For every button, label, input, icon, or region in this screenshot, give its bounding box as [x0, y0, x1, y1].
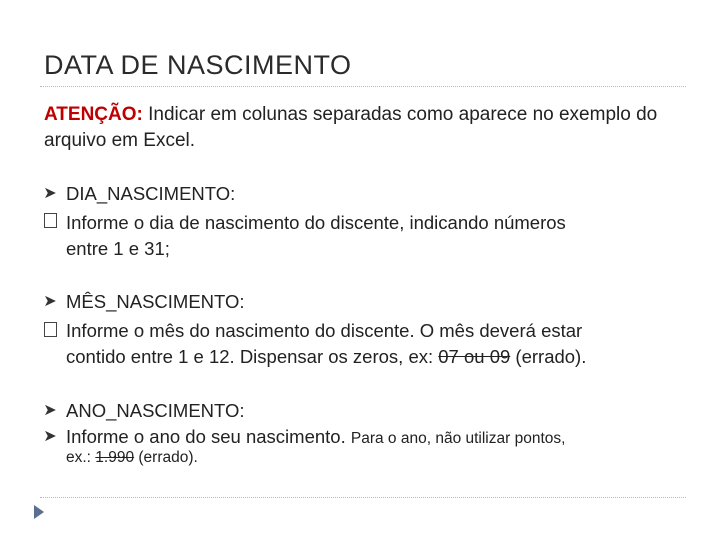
- warning-label: ATENÇÃO:: [44, 104, 143, 125]
- item-heading-dia: DIA_NASCIMENTO:: [66, 183, 236, 204]
- item-desc-ano-note: Para o ano, não utilizar pontos,: [350, 430, 566, 447]
- slide-title: DATA DE NASCIMENTO: [44, 50, 352, 80]
- item-heading-mes: MÊS_NASCIMENTO:: [66, 291, 245, 312]
- arrow-bullet-icon: ➤: [43, 402, 57, 419]
- item-desc-mes-text: contido entre 1 e 12. Dispensar os zeros, ex:: [66, 346, 439, 367]
- arrow-bullet-icon: ➤: [43, 185, 57, 202]
- box-bullet-icon: [44, 213, 57, 228]
- footer-divider: [40, 497, 686, 498]
- item-desc-mes-line1: Informe o mês do nascimento do discente. O mês deverá estar: [66, 320, 583, 341]
- next-slide-arrow-icon[interactable]: [34, 505, 44, 519]
- item-desc-dia-line2: entre 1 e 31;: [66, 238, 170, 259]
- errado-label: (errado).: [510, 346, 587, 367]
- item-heading-ano: ANO_NASCIMENTO:: [66, 400, 245, 421]
- errado-label: (errado).: [134, 449, 198, 466]
- item-desc-mes-line2: [66, 344, 586, 370]
- intro-text: Indicar em colunas separadas como aparece no exemplo do arquivo em Excel.: [44, 104, 658, 151]
- item-desc-ano-text: Informe o ano do seu nascimento.: [66, 426, 351, 447]
- item-desc-ano-line2: [66, 445, 198, 471]
- intro-paragraph: [44, 102, 684, 154]
- arrow-bullet-icon: ➤: [43, 293, 57, 310]
- arrow-bullet-icon: ➤: [43, 428, 57, 445]
- box-bullet-icon: [44, 322, 57, 337]
- ex-label: ex.:: [66, 449, 96, 466]
- struck-example: 07 ou 09: [438, 346, 511, 367]
- item-desc-dia-line1: Informe o dia de nascimento do discente, indicando números: [66, 212, 566, 233]
- title-divider: [40, 86, 686, 87]
- struck-example: 1.990: [95, 449, 135, 466]
